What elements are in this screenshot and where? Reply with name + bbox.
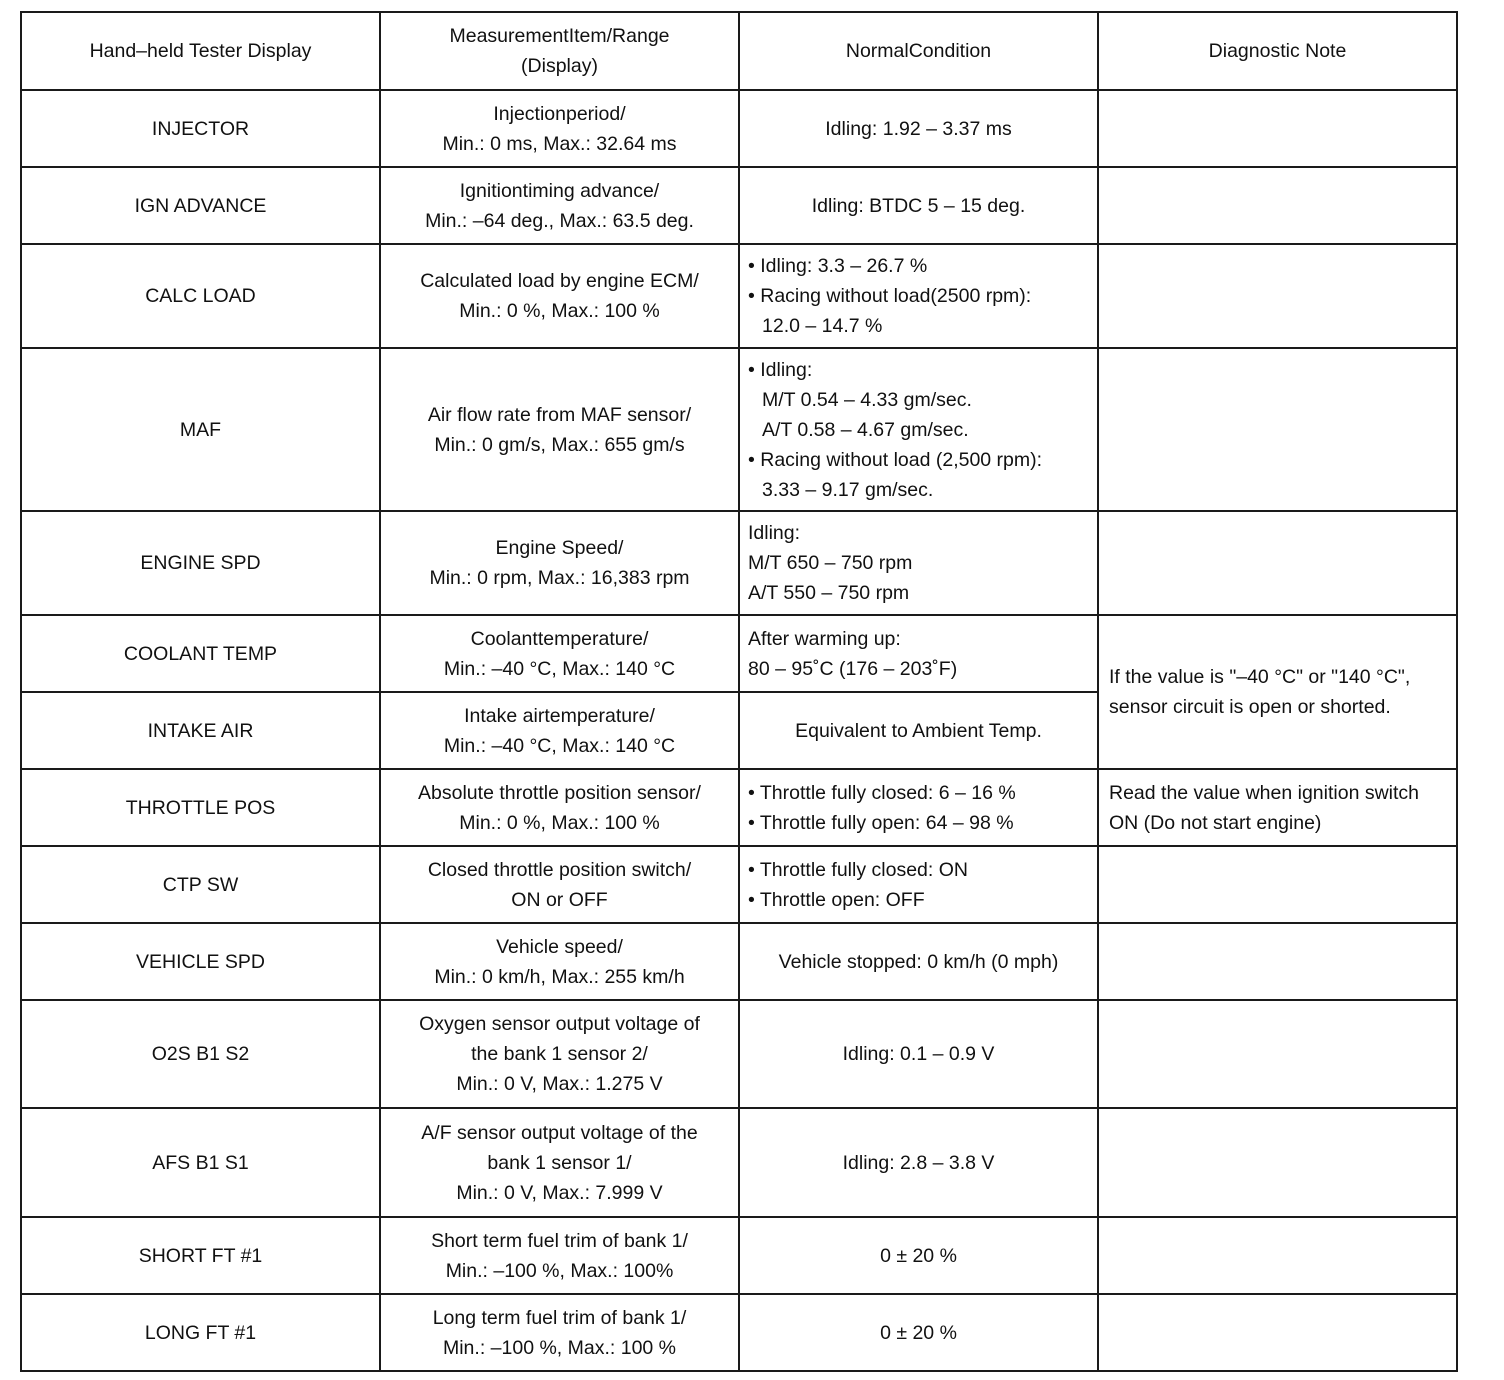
row-display: INJECTOR — [21, 90, 380, 167]
row-note — [1098, 167, 1457, 244]
row-normal: 0 ± 20 % — [739, 1294, 1098, 1371]
table-row — [21, 244, 1457, 348]
row-range: Short term fuel trim of bank 1/ Min.: –100 %, Max.: 100% — [380, 1217, 739, 1294]
row-range: Long term fuel trim of bank 1/ Min.: –100 %, Max.: 100 % — [380, 1294, 739, 1371]
row-display: O2S B1 S2 — [21, 1000, 380, 1108]
table-row — [21, 1294, 1457, 1371]
row-display: COOLANT TEMP — [21, 615, 380, 692]
row-normal: Equivalent to Ambient Temp. — [739, 692, 1098, 769]
row-range: Air flow rate from MAF sensor/ Min.: 0 gm/s, Max.: 655 gm/s — [380, 348, 739, 511]
row-note — [1098, 1108, 1457, 1217]
row-normal: • Idling: M/T 0.54 – 4.33 gm/sec. A/T 0.58 – 4.67 gm/sec. • Racing without load (2,500 rpm): 3.33 – 9.17 gm/sec. — [739, 348, 1098, 511]
row-normal: Idling: M/T 650 – 750 rpm A/T 550 – 750 rpm — [739, 511, 1098, 615]
row-display: INTAKE AIR — [21, 692, 380, 769]
row-display: LONG FT #1 — [21, 1294, 380, 1371]
row-note — [1098, 923, 1457, 1000]
row-normal: • Throttle fully closed: ON • Throttle open: OFF — [739, 846, 1098, 923]
row-note — [1098, 1217, 1457, 1294]
throttle-diagnostic-note: Read the value when ignition switch ON (Do not start engine) — [1098, 769, 1457, 846]
row-display: ENGINE SPD — [21, 511, 380, 615]
row-range: Engine Speed/ Min.: 0 rpm, Max.: 16,383 rpm — [380, 511, 739, 615]
row-note — [1098, 846, 1457, 923]
table-row — [21, 167, 1457, 244]
row-range: Oxygen sensor output voltage of the bank 1 sensor 2/ Min.: 0 V, Max.: 1.275 V — [380, 1000, 739, 1108]
row-normal: • Throttle fully closed: 6 – 16 % • Throttle fully open: 64 – 98 % — [739, 769, 1098, 846]
table-row — [21, 846, 1457, 923]
row-range: Coolanttemperature/ Min.: –40 °C, Max.: 140 °C — [380, 615, 739, 692]
row-normal: After warming up: 80 – 95˚C (176 – 203˚F) — [739, 615, 1098, 692]
row-range: Calculated load by engine ECM/ Min.: 0 %, Max.: 100 % — [380, 244, 739, 348]
row-note — [1098, 244, 1457, 348]
header-diagnostic-note: Diagnostic Note — [1098, 12, 1457, 90]
table-row — [21, 1108, 1457, 1217]
data-monitor-table — [20, 11, 1458, 1372]
row-normal: • Idling: 3.3 – 26.7 % • Racing without load(2500 rpm): 12.0 – 14.7 % — [739, 244, 1098, 348]
table-row — [21, 1217, 1457, 1294]
row-display: AFS B1 S1 — [21, 1108, 380, 1217]
row-range: Absolute throttle position sensor/ Min.: 0 %, Max.: 100 % — [380, 769, 739, 846]
row-display: VEHICLE SPD — [21, 923, 380, 1000]
header-tester-display: Hand–held Tester Display — [21, 12, 380, 90]
row-range: Vehicle speed/ Min.: 0 km/h, Max.: 255 km/h — [380, 923, 739, 1000]
row-normal: Idling: 0.1 – 0.9 V — [739, 1000, 1098, 1108]
row-display: IGN ADVANCE — [21, 167, 380, 244]
header-normal-condition: NormalCondition — [739, 12, 1098, 90]
row-note — [1098, 90, 1457, 167]
table-row — [21, 511, 1457, 615]
row-note — [1098, 1000, 1457, 1108]
table-row — [21, 615, 1457, 692]
table-row — [21, 769, 1457, 846]
table-row — [21, 348, 1457, 511]
row-normal: Idling: 2.8 – 3.8 V — [739, 1108, 1098, 1217]
row-normal: 0 ± 20 % — [739, 1217, 1098, 1294]
temp-diagnostic-note: If the value is "–40 °C" or "140 °C", sensor circuit is open or shorted. — [1098, 615, 1457, 769]
row-note — [1098, 348, 1457, 511]
row-range: Ignitiontiming advance/ Min.: –64 deg., Max.: 63.5 deg. — [380, 167, 739, 244]
row-range: Injectionperiod/ Min.: 0 ms, Max.: 32.64 ms — [380, 90, 739, 167]
row-display: SHORT FT #1 — [21, 1217, 380, 1294]
table-row — [21, 923, 1457, 1000]
header-row — [21, 12, 1457, 90]
table-row — [21, 90, 1457, 167]
row-range: Closed throttle position switch/ ON or OFF — [380, 846, 739, 923]
row-display: THROTTLE POS — [21, 769, 380, 846]
row-range: A/F sensor output voltage of the bank 1 sensor 1/ Min.: 0 V, Max.: 7.999 V — [380, 1108, 739, 1217]
row-display: CALC LOAD — [21, 244, 380, 348]
row-normal: Idling: 1.92 – 3.37 ms — [739, 90, 1098, 167]
row-display: CTP SW — [21, 846, 380, 923]
header-measurement-item: MeasurementItem/Range (Display) — [380, 12, 739, 90]
row-normal: Idling: BTDC 5 – 15 deg. — [739, 167, 1098, 244]
row-normal: Vehicle stopped: 0 km/h (0 mph) — [739, 923, 1098, 1000]
row-note — [1098, 1294, 1457, 1371]
table-row — [21, 1000, 1457, 1108]
row-range: Intake airtemperature/ Min.: –40 °C, Max.: 140 °C — [380, 692, 739, 769]
row-note — [1098, 511, 1457, 615]
row-display: MAF — [21, 348, 380, 511]
